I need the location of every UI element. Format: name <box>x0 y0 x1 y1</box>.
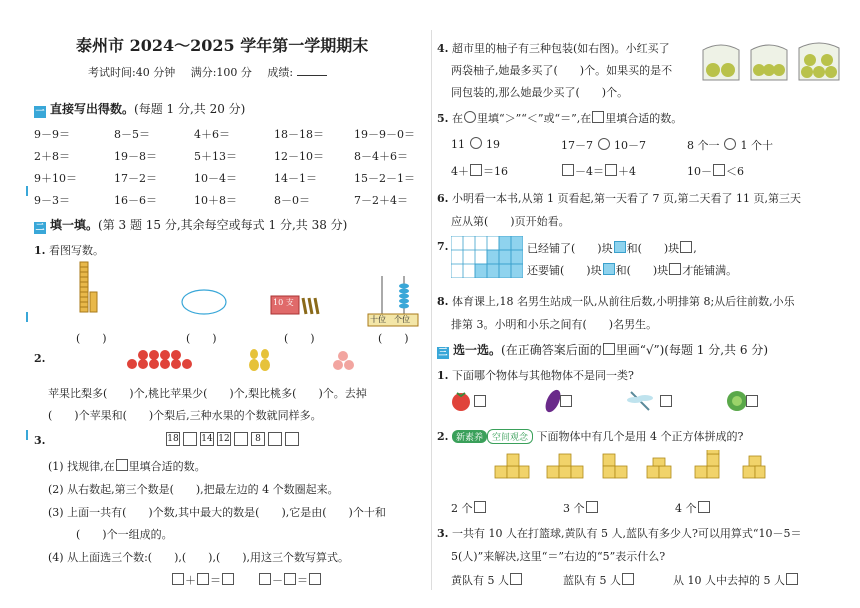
section-badge: 二 <box>35 223 45 233</box>
cube-shape-icon <box>603 454 627 478</box>
cube-shape-icon <box>695 450 719 478</box>
sequence-number: 14 <box>201 434 213 444</box>
column-divider <box>431 30 432 590</box>
equation-add <box>171 572 235 588</box>
q8-line2: 排第 3。小明和小乐之间有( )名男生。 <box>451 318 658 331</box>
q8-line1 <box>437 293 795 309</box>
exam-info <box>88 64 327 80</box>
answer-box[interactable] <box>172 573 184 585</box>
option-box[interactable] <box>698 501 710 513</box>
q3-p3a: (3) 上面一共有( )个数,其中最大的数是( ),它是由( )个十和 <box>48 506 386 519</box>
question-number: 7. <box>437 240 449 253</box>
place-one-label: 个位 <box>394 315 410 324</box>
section1-note: (每题 1 分,共 20 分) <box>134 102 246 116</box>
peach-icon <box>333 351 354 370</box>
equals-sign: ＝ <box>210 574 221 587</box>
answer-box[interactable] <box>284 573 296 585</box>
white-tile-icon <box>669 263 681 275</box>
calc-item: 17－2＝ <box>114 172 157 185</box>
q5-text-a: 在 <box>451 112 463 125</box>
answer-box[interactable] <box>470 164 482 176</box>
calc-item: 9＋10＝ <box>34 172 77 185</box>
sequence-number: 18 <box>167 434 179 444</box>
section3-note-b: 里画“√”)(每题 1 分,共 6 分) <box>615 343 769 357</box>
section-badge: 一 <box>35 107 45 117</box>
tiling-grid-figure <box>451 236 523 278</box>
q3-p1 <box>48 458 206 474</box>
q5-item-3 <box>687 137 773 153</box>
q3-p1-text-a: (1) 找规律,在 <box>48 460 115 473</box>
q5-item-5 <box>561 163 636 179</box>
section1-heading <box>34 100 245 118</box>
cube-shape-icon <box>495 454 529 478</box>
answer-box[interactable] <box>197 573 209 585</box>
bundle-label: 10 支 <box>273 298 294 307</box>
question-number: 5. <box>437 112 449 125</box>
calc-item: 8－4＋6＝ <box>354 150 408 163</box>
compare-circle[interactable] <box>470 137 482 149</box>
calc-item: 8－5＝ <box>114 128 150 141</box>
question-number: 3. <box>437 527 449 540</box>
q5-value: 19 <box>486 138 500 151</box>
c2-text: 下面物体中有几个是用 4 个正方体拼成的? <box>536 430 744 443</box>
calc-item: 19－9－0＝ <box>354 128 415 141</box>
c3-line1 <box>437 525 801 541</box>
q4-line3: 同包装的,那么她最少买了( )个。 <box>451 86 629 99</box>
edge-mark <box>26 312 28 322</box>
answer-box[interactable] <box>259 573 271 585</box>
section2-heading <box>34 216 347 234</box>
q7-line1: 已经铺了( )块 和( )块 , <box>527 242 697 255</box>
dragonfly-icon <box>627 392 653 410</box>
q5-value: 1 个十 <box>740 139 773 152</box>
answer-box[interactable] <box>116 459 128 471</box>
edge-mark <box>26 186 28 196</box>
q5-prompt <box>437 110 682 126</box>
q6-text: 小明看一本书,从第 1 页看起,第一天看了 7 页,第二天看了 11 页,第三天 <box>451 192 801 205</box>
q1-answer-2[interactable]: ( ) <box>186 332 217 345</box>
q8-text: 体育课上,18 名男生站成一队,从前往后数,小明排第 8;从后往前数,小乐 <box>451 295 795 308</box>
option-box[interactable] <box>622 573 634 585</box>
equation-subtract <box>258 572 322 588</box>
c3-option-1 <box>451 572 523 588</box>
blue-tile-icon <box>614 241 626 253</box>
c1-option-tomato-box[interactable] <box>474 395 486 407</box>
q4-line1 <box>437 40 670 56</box>
calc-item: 8－0＝ <box>274 194 310 207</box>
section2-title: 填一填。 <box>50 218 99 232</box>
pomelo-bag-icon <box>799 43 839 80</box>
c2-option-3 <box>675 500 711 516</box>
c3-text: 一共有 10 人在打篮球,黄队有 5 人,蓝队有多少人?可以用算式“10－5＝ <box>451 527 802 540</box>
c2-option-2 <box>563 500 599 516</box>
pomelo-bag-icon <box>703 45 739 80</box>
q7-text: 已经铺了( )块 <box>527 242 613 255</box>
exam-title: 泰州市 2024～2025 学年第一学期期末 <box>76 36 369 55</box>
apple-icon <box>127 350 192 369</box>
q7-text: 还要铺( )块 <box>527 264 602 277</box>
calc-item: 12－10＝ <box>274 150 324 163</box>
pomelo-bag-icon <box>751 45 787 80</box>
result-blank[interactable] <box>297 75 327 76</box>
q3-p4: (4) 从上面选三个数:( ),( ),( ),用这三个数写算式。 <box>48 551 350 564</box>
calc-item: 10＋8＝ <box>194 194 237 207</box>
answer-box-sample <box>592 111 604 123</box>
q6-line1 <box>437 190 801 206</box>
section3-note-a: (在正确答案后面的 <box>501 343 602 357</box>
question-number: 8. <box>437 295 449 308</box>
option-label: 2 个 <box>451 502 473 515</box>
q5-value: 8 个一 <box>687 139 720 152</box>
q1-answer-3[interactable]: ( ) <box>284 332 315 345</box>
q5-value: ＝16 <box>483 165 508 178</box>
answer-box[interactable] <box>222 573 234 585</box>
option-box[interactable] <box>474 501 486 513</box>
place-ten-label: 十位 <box>370 315 386 324</box>
q5-item-4 <box>451 163 508 179</box>
q5-value: ＋4 <box>618 165 636 178</box>
option-label: 黄队有 5 人 <box>451 574 509 587</box>
q7-text: 才能铺满。 <box>682 264 738 277</box>
q1-text: 看图写数。 <box>48 244 104 257</box>
q5-value: ＜6 <box>726 165 744 178</box>
calc-item: 5＋13＝ <box>194 150 237 163</box>
calc-item: 10－4＝ <box>194 172 237 185</box>
time-label: 考试时间:40 分钟 <box>88 66 176 79</box>
option-box[interactable] <box>510 573 522 585</box>
section3-heading <box>437 341 768 359</box>
white-tile-icon <box>680 241 692 253</box>
calc-item: 9－9＝ <box>34 128 70 141</box>
option-label: 4 个 <box>675 502 697 515</box>
pear-icon <box>249 349 270 371</box>
question-number: 6. <box>437 192 449 205</box>
q5-text-b: 里填“＞”“＜”或“＝”,在 <box>476 112 592 125</box>
cube-shapes-figure <box>491 450 771 490</box>
answer-box[interactable] <box>713 164 725 176</box>
empty-oval-icon <box>182 290 226 314</box>
sequence-blank-box[interactable] <box>183 432 197 446</box>
cube-shape-icon <box>647 458 671 478</box>
sequence-blank-box[interactable] <box>285 432 299 446</box>
q5-value: 11 <box>451 138 465 151</box>
q5-item-6 <box>687 163 744 179</box>
edge-mark <box>26 430 28 440</box>
plus-sign: ＋ <box>185 574 196 587</box>
section3-title: 选一选。 <box>453 343 502 357</box>
cube-shape-icon <box>547 454 583 478</box>
result-label: 成绩: <box>267 66 294 79</box>
q6-line2: 应从第( )页开始看。 <box>451 215 570 228</box>
q7-text: 和( )块 <box>615 264 669 277</box>
number-sequence <box>166 432 302 446</box>
q1-prompt <box>34 242 104 258</box>
q5-value: 4＋ <box>451 165 469 178</box>
q1-answer-4[interactable]: ( ) <box>378 332 409 345</box>
section2-note: (第 3 题 15 分,其余每空或每式 1 分,共 38 分) <box>98 218 348 232</box>
q7-text: 和( )块 <box>626 242 680 255</box>
calc-item: 7－2＋4＝ <box>354 194 408 207</box>
cabbage-icon <box>727 391 747 411</box>
calc-item: 9－3＝ <box>34 194 70 207</box>
sequence-number: 8 <box>251 432 265 446</box>
c3-line2: 5(人)”来解决,这里“＝”右边的“5”表示什么? <box>451 550 666 563</box>
calc-item: 15－2－1＝ <box>354 172 415 185</box>
pomelo-bags-figure <box>699 36 849 86</box>
q5-item-1 <box>451 137 500 151</box>
c3-option-3 <box>673 572 799 588</box>
compare-circle[interactable] <box>598 138 610 150</box>
c1-prompt <box>437 367 634 383</box>
calc-item: 19－8＝ <box>114 150 157 163</box>
question-number: 2. <box>437 430 449 443</box>
question-number: 2. <box>34 352 46 365</box>
option-label: 蓝队有 5 人 <box>563 574 621 587</box>
q2-fruit-figures <box>126 346 386 374</box>
q5-text-c: 里填合适的数。 <box>605 112 683 125</box>
c1-option-dragonfly-box[interactable] <box>660 395 672 407</box>
sequence-blank-box[interactable] <box>268 432 282 446</box>
calc-item: 4＋6＝ <box>194 128 230 141</box>
calc-item: 16－6＝ <box>114 194 157 207</box>
calc-item: 2＋8＝ <box>34 150 70 163</box>
answer-box[interactable] <box>605 164 617 176</box>
option-box[interactable] <box>586 501 598 513</box>
q2-line1: 苹果比梨多( )个,桃比苹果少( )个,梨比桃多( )个。去掉 <box>48 387 367 400</box>
c2-prompt <box>437 428 743 444</box>
question-number: 4. <box>437 42 449 55</box>
score-label: 满分:100 分 <box>190 66 252 79</box>
c1-option-cabbage-box[interactable] <box>746 395 758 407</box>
sequence-blank-box[interactable] <box>234 432 248 446</box>
q5-item-2 <box>561 137 646 153</box>
equals-sign: ＝ <box>297 574 308 587</box>
q5-value: 10－7 <box>614 139 646 152</box>
answer-box[interactable] <box>562 164 574 176</box>
q5-value: 17－7 <box>561 139 593 152</box>
c3-option-2 <box>563 572 635 588</box>
blue-tile-icon <box>603 263 615 275</box>
q7-line2 <box>527 262 737 278</box>
q4-line2: 两袋柚子,她最多买了( )个。如果买的是不 <box>451 64 673 77</box>
question-number: 1. <box>34 244 46 257</box>
c2-option-1 <box>451 500 487 516</box>
answer-box-sample <box>603 343 615 355</box>
q5-value: －4＝ <box>575 165 604 178</box>
q2-line2: ( )个苹果和( )个梨后,三种水果的个数就同样多。 <box>48 409 322 422</box>
spatial-concept-tag: 空间观念 <box>487 429 533 444</box>
option-box[interactable] <box>786 573 798 585</box>
answer-box[interactable] <box>309 573 321 585</box>
new-literacy-tag: 新素养 <box>452 430 487 443</box>
c1-figures <box>451 386 771 416</box>
sequence-number: 12 <box>218 434 230 444</box>
q5-value: 10－ <box>687 165 712 178</box>
section1-title: 直接写出得数。 <box>50 102 135 116</box>
q3-p2: (2) 从右数起,第三个数是( ),把最左边的 4 个数圈起来。 <box>48 483 339 496</box>
c1-option-eggplant-box[interactable] <box>560 395 572 407</box>
cube-shape-icon <box>743 456 765 478</box>
calc-item: 14－1＝ <box>274 172 317 185</box>
q3-p3b: ( )个一组成的。 <box>76 528 173 541</box>
question-number: 3. <box>34 434 46 447</box>
option-label: 从 10 人中去掉的 5 人 <box>673 574 785 587</box>
q4-text: 超市里的柚子有三种包装(如右图)。小红买了 <box>451 42 670 55</box>
minus-sign: － <box>272 574 283 587</box>
q1-answer-1[interactable]: ( ) <box>76 332 107 345</box>
compare-circle[interactable] <box>724 138 736 150</box>
calc-item: 18－18＝ <box>274 128 324 141</box>
compare-circle <box>464 111 476 123</box>
q3-p1-text-b: 里填合适的数。 <box>128 460 206 473</box>
option-label: 3 个 <box>563 502 585 515</box>
c1-text: 下面哪个物体与其他物体不是同一类? <box>451 369 634 382</box>
question-number: 1. <box>437 369 449 382</box>
section-badge: 三 <box>438 348 448 358</box>
tomato-icon <box>452 393 470 411</box>
stacked-cubes-icon <box>80 262 97 312</box>
